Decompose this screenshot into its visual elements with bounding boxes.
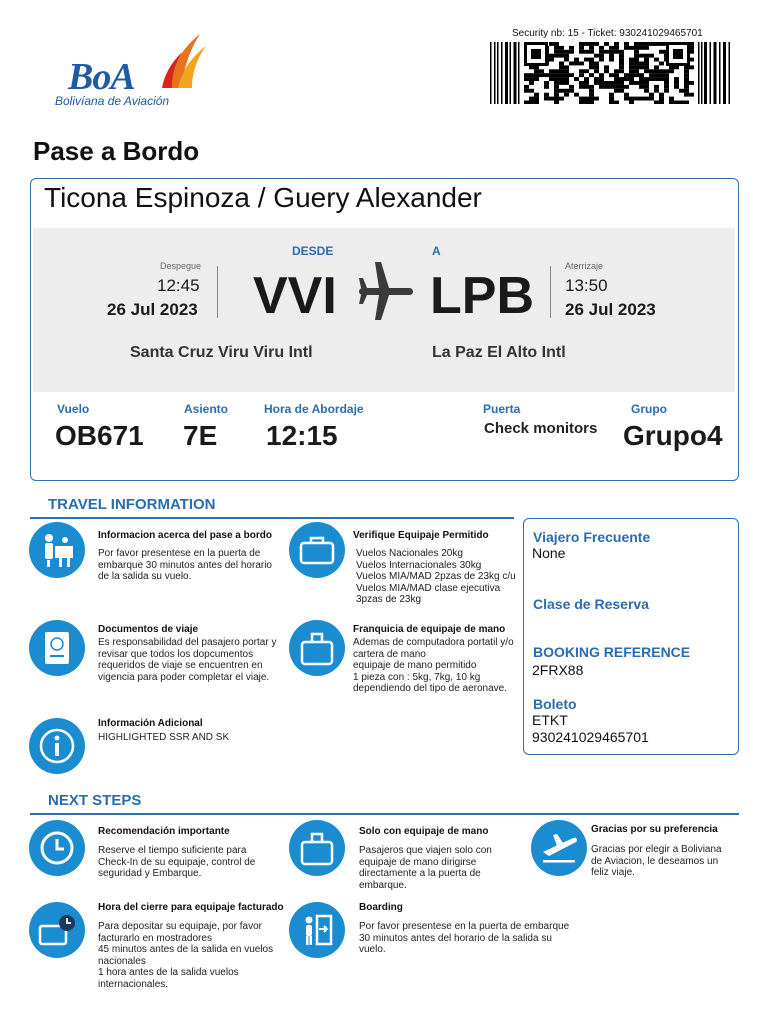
ti-item-2-body: Es responsabilidad del pasajero portar y revisar que todos los dopcumentos requeridos de viaje se encuentren en vigencia para poder completar el viaje. [98, 637, 277, 683]
clock-icon [29, 820, 85, 876]
ti-item-3-body: Ademas de computadora portatil y/o cartera de mano equipaje de mano permitido 1 pieza con : 5kg, 7kg, 10 kg dependiendo del tipo de aeronave. [353, 637, 514, 694]
ns-item-0-body: Reserve el tiempo suficiente para Check-In de su equipaje, control de seguridad y Embarque. [98, 845, 256, 879]
ti-item-2-title: Documentos de viaje [98, 624, 199, 635]
despegue-date: 26 Jul 2023 [107, 300, 198, 319]
hand-luggage-icon [289, 620, 345, 676]
boarding-door-icon [289, 902, 345, 958]
luggage-clock-icon [29, 902, 85, 958]
passenger-name: Ticona Espinoza / Guery Alexander [44, 182, 482, 213]
vuelo-label: Vuelo [57, 402, 90, 416]
frecuente-value: None [532, 545, 566, 561]
hand-luggage-icon-2 [289, 820, 345, 876]
gate: Check monitors [484, 420, 598, 437]
puerta-label: Puerta [483, 402, 521, 416]
flight-number: OB671 [55, 420, 144, 451]
seat: 7E [183, 420, 218, 451]
ns-item-2-body: Gracias por elegir a Boliviana de Aviacion, le deseamos un feliz viaje. [591, 844, 722, 878]
booking-ref-label: BOOKING REFERENCE [533, 644, 691, 660]
info-icon [29, 718, 85, 774]
ti-item-3-title: Franquicia de equipaje de mano [353, 624, 506, 635]
ns-item-4-title: Boarding [359, 902, 403, 913]
logo: BoA [68, 56, 135, 98]
ns-item-2-title: Gracias por su preferencia [591, 824, 718, 835]
travel-info-rule [30, 517, 514, 519]
dest-airport: La Paz El Alto Intl [432, 344, 566, 361]
grupo-label: Grupo [631, 402, 667, 416]
passport-icon [29, 620, 85, 676]
ns-item-4-body: Por favor presentese en la puerta de embarque 30 minutos antes del horario de la salida su vuelo. [359, 921, 570, 955]
dest-code: LPB [430, 267, 534, 325]
airplane-icon [355, 258, 417, 329]
ti-item-1-title: Verifique Equipaje Permitido [353, 530, 489, 541]
barcode [490, 42, 730, 104]
ti-item-1-body: Vuelos Nacionales 20kg Vuelos Internacionales 30kg Vuelos MIA/MAD 2pzas de 23kg c/u Vuelos MIA/MAD clase ejecutiva 3pzas de 23kg [356, 548, 516, 605]
a-label: A [432, 244, 441, 258]
boleto-type: ETKT [532, 712, 568, 728]
ns-item-3-body: Para depositar su equipaje, por favor facturarlo en mostradores 45 minutos antes de la salida en vuelos nacionales 1 hora antes de la salida vuelos internacionales. [98, 921, 274, 990]
ti-item-4-title: Información Adicional [98, 718, 203, 729]
despegue-label: Despegue [160, 261, 202, 271]
ns-item-1-body: Pasajeros que viajen solo con equipaje de mano dirigirse directamente a la puerta de embarque. [359, 845, 492, 891]
logo-subtitle: Bolivíana de Aviación [55, 94, 170, 108]
clase-label: Clase de Reserva [533, 596, 649, 612]
aterrizaje-date: 26 Jul 2023 [565, 300, 656, 319]
ti-item-4-body: HIGHLIGHTED SSR AND SK [98, 732, 230, 743]
travel-info-title: TRAVEL INFORMATION [48, 496, 216, 513]
origin-airport: Santa Cruz Viru Viru Intl [130, 344, 313, 361]
boleto-label: Boleto [533, 696, 577, 712]
origin-code: VVI [253, 267, 337, 325]
logo-flame-icon [160, 30, 208, 95]
ti-item-0-title: Informacion acerca del pase a bordo [98, 530, 272, 541]
ns-item-0-title: Recomendación importante [98, 826, 230, 837]
frecuente-label: Viajero Frecuente [533, 529, 651, 545]
divider-left [217, 266, 218, 318]
airplane-takeoff-icon [531, 820, 587, 876]
asiento-label: Asiento [184, 402, 229, 416]
page-title: Pase a Bordo [33, 136, 200, 166]
security-number: Security nb: 15 - Ticket: 930241029465701 [512, 28, 703, 39]
despegue-time: 12:45 [157, 276, 200, 295]
ti-item-0-body: Por favor presentese en la puerta de embarque 30 minutos antes del horario de la salida su vuelo. [98, 548, 272, 582]
aterrizaje-label: Aterrizaje [565, 261, 604, 271]
check-in-desk-icon [29, 522, 85, 578]
group: Grupo4 [623, 420, 723, 451]
next-steps-title: NEXT STEPS [48, 792, 142, 809]
booking-ref-value: 2FRX88 [532, 662, 584, 678]
next-steps-rule [30, 813, 739, 815]
boarding-time: 12:15 [266, 420, 338, 451]
ns-item-3-title: Hora del cierre para equipaje facturado [98, 902, 284, 913]
desde-label: DESDE [292, 244, 334, 258]
aterrizaje-time: 13:50 [565, 276, 608, 295]
ns-item-1-title: Solo con equipaje de mano [359, 826, 489, 837]
divider-right [550, 266, 551, 318]
hora-abordaje-label: Hora de Abordaje [264, 402, 364, 416]
boleto-number: 930241029465701 [532, 729, 649, 745]
suitcase-icon [289, 522, 345, 578]
